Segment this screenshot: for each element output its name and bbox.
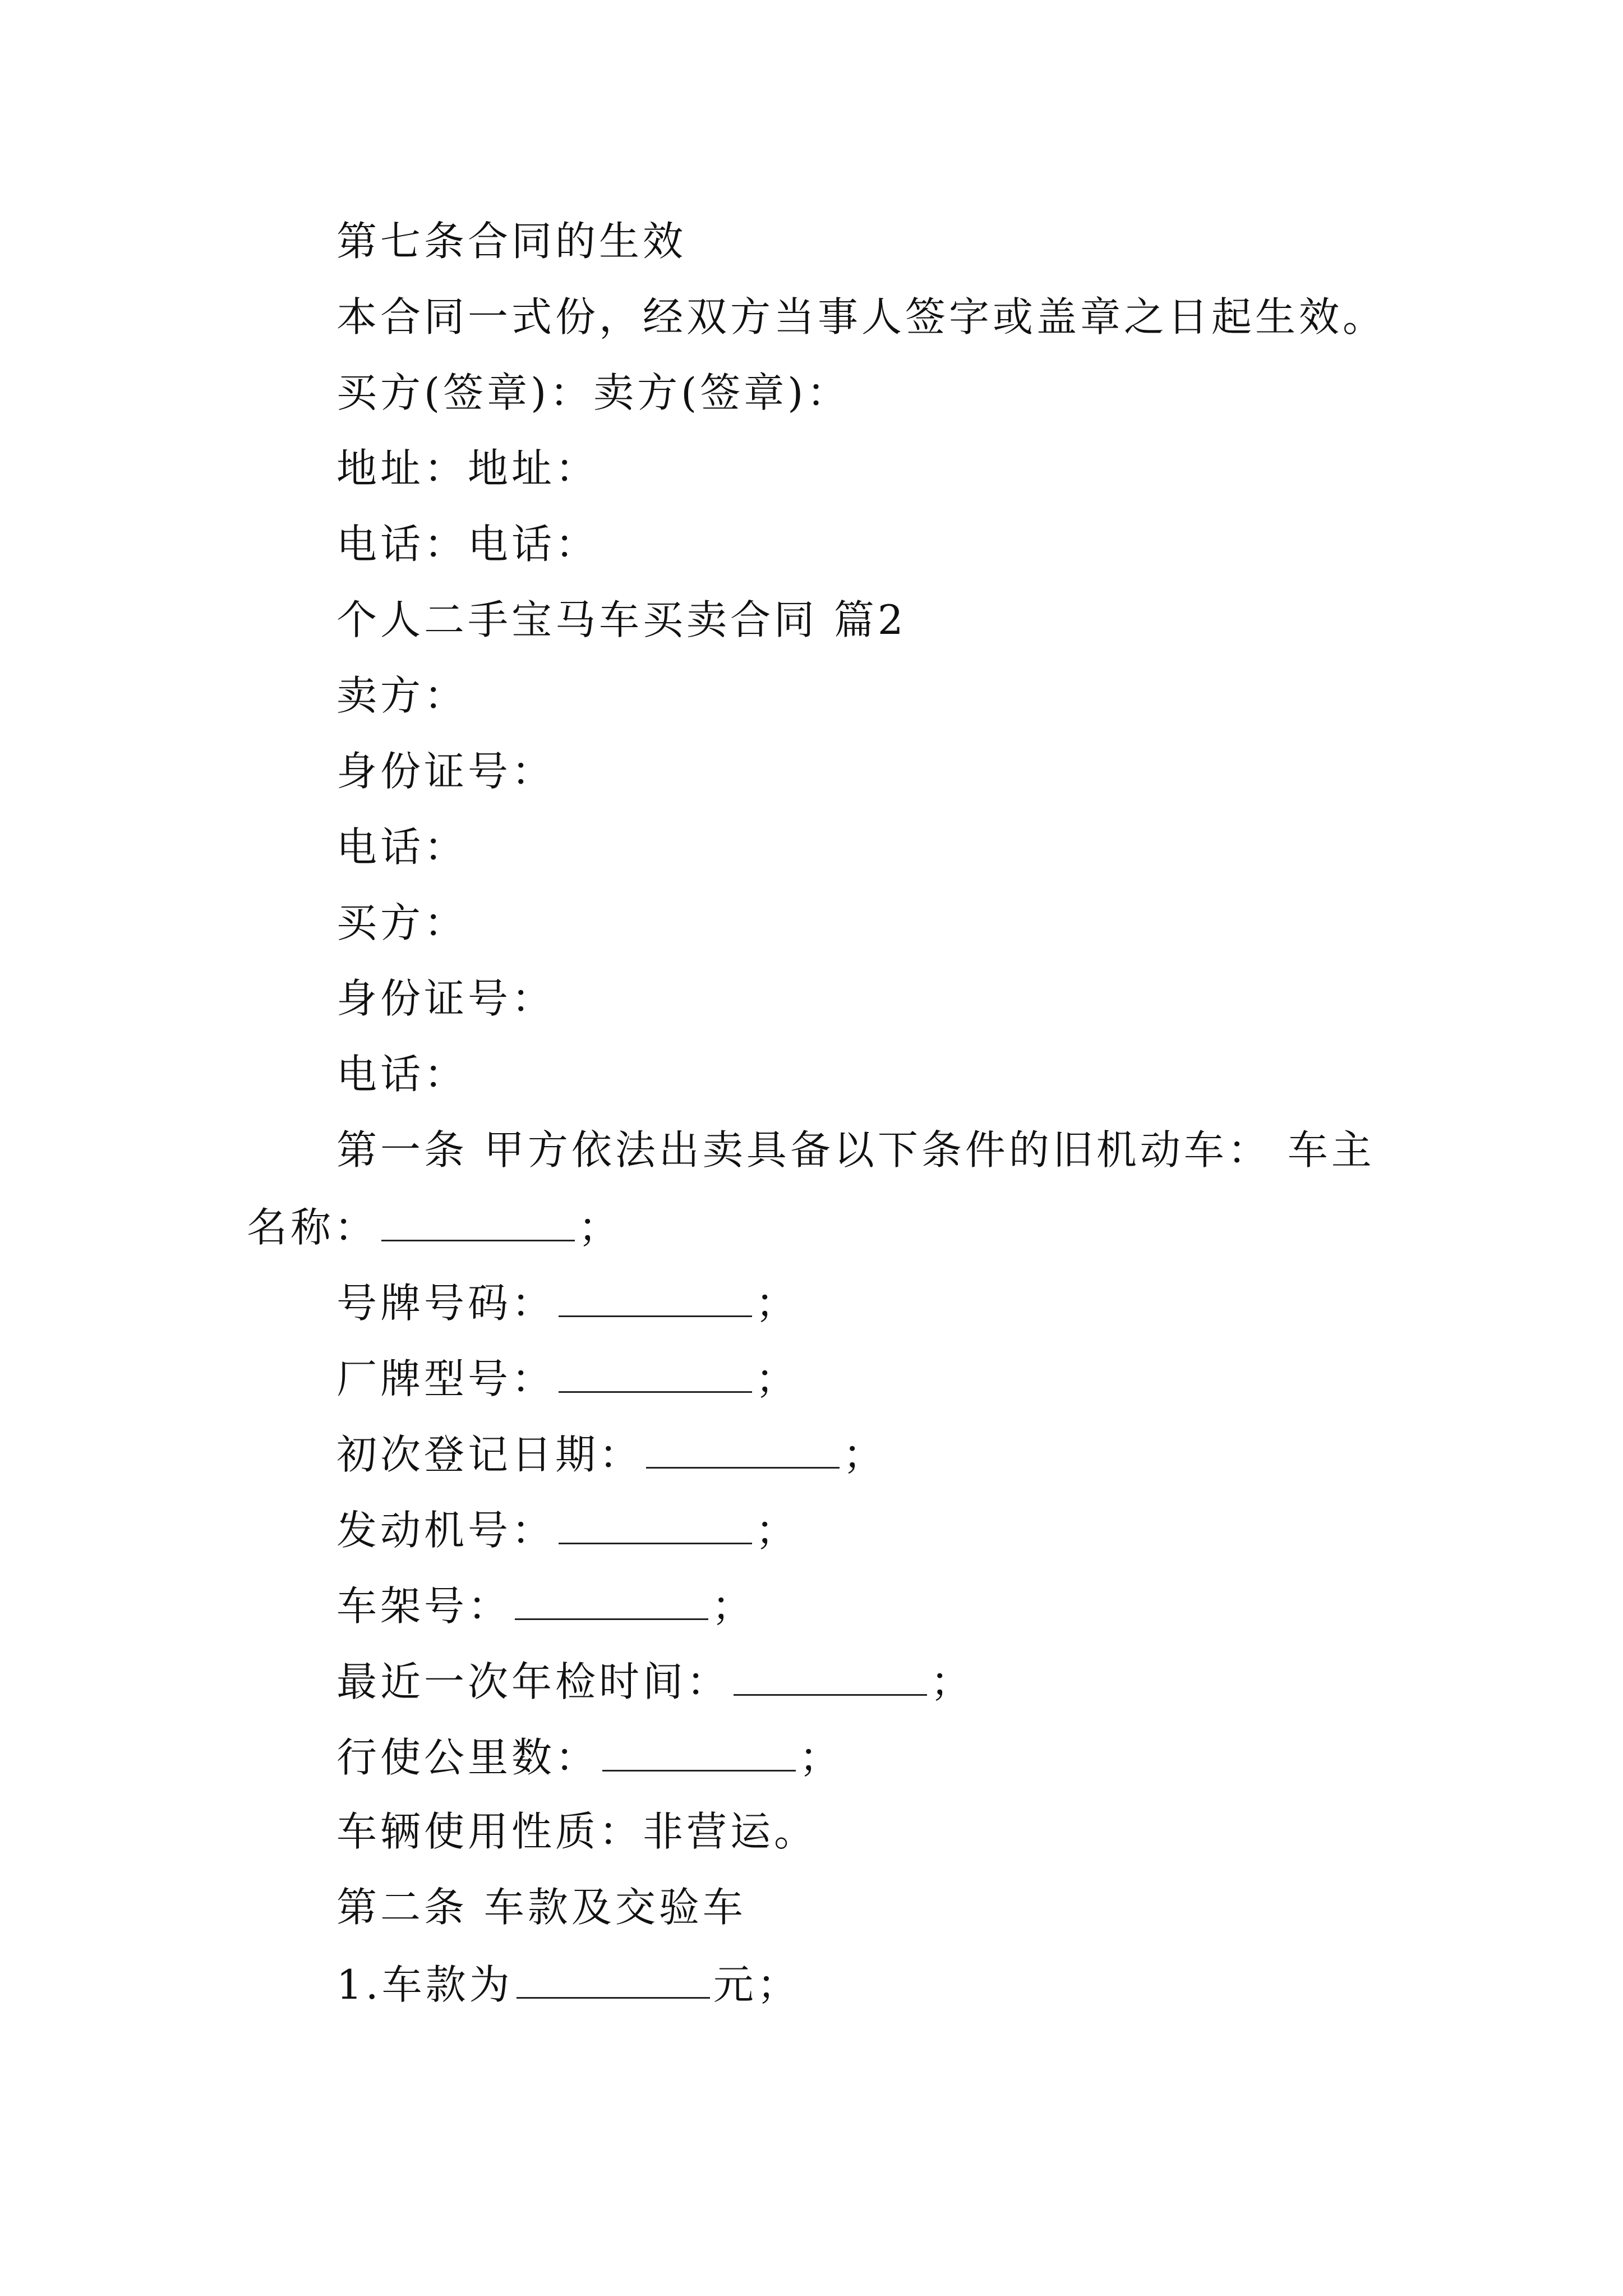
field-end: ； [755, 1280, 800, 1327]
engine-number-field [336, 1503, 799, 1556]
field-label: 厂牌型号： [336, 1355, 556, 1402]
field-label: 行使公里数： [336, 1734, 600, 1781]
field-end: ； [712, 1582, 756, 1630]
article-2-heading: 第二条 车款及交验车 [336, 1884, 746, 1931]
article-1-heading: 第一条 甲方依法出卖具备以下条件的旧机动车： 车主 [336, 1126, 1375, 1174]
frame-number-field [336, 1579, 755, 1631]
field-end: ； [755, 1355, 800, 1402]
last-inspection-field [336, 1655, 974, 1707]
plate-number-field [336, 1276, 799, 1328]
field-end: ； [755, 1507, 800, 1554]
field-label: 号牌号码： [336, 1280, 556, 1327]
address-line: 地址：地址： [336, 445, 600, 492]
fill-blank [517, 1958, 710, 1999]
price-field [336, 1958, 801, 2010]
seller-phone-label: 电话： [336, 823, 468, 871]
article-7-heading: 第七条合同的生效 [336, 218, 687, 265]
mileage-field [336, 1731, 843, 1783]
fill-blank [734, 1655, 927, 1696]
fill-blank [559, 1352, 752, 1393]
contract-2-title: 个人二手宝马车买卖合同 篇2 [336, 596, 907, 643]
field-end: ； [930, 1658, 975, 1705]
buyer-label: 买方： [336, 899, 468, 946]
field-end: ； [578, 1204, 623, 1251]
fill-blank [559, 1503, 752, 1544]
field-label: 初次登记日期： [336, 1431, 643, 1478]
field-label: 发动机号： [336, 1507, 556, 1554]
fill-blank [602, 1731, 796, 1772]
field-end: 元； [713, 1961, 801, 2008]
usage-type-line: 车辆使用性质：非营运。 [336, 1808, 818, 1855]
buyer-id-label: 身份证号： [336, 975, 556, 1022]
field-label: 名称： [247, 1204, 379, 1251]
field-label: 1.车款为 [336, 1961, 513, 2008]
fill-blank [646, 1428, 840, 1469]
first-registration-field [336, 1428, 887, 1480]
seller-label: 卖方： [336, 672, 468, 719]
seller-id-label: 身份证号： [336, 748, 556, 795]
effect-clause: 本合同一式份，经双方当事人签字或盖章之日起生效。 [336, 293, 1387, 341]
brand-model-field [336, 1352, 799, 1404]
owner-name-field [247, 1200, 622, 1253]
buyer-phone-label: 电话： [336, 1051, 468, 1098]
field-label: 车架号： [336, 1582, 512, 1630]
field-end: ； [843, 1431, 887, 1478]
fill-blank [381, 1200, 575, 1241]
field-end: ； [799, 1734, 843, 1781]
fill-blank [559, 1276, 752, 1317]
fill-blank [515, 1579, 708, 1620]
field-label: 最近一次年检时间： [336, 1658, 731, 1705]
phone-line: 电话：电话： [336, 521, 600, 568]
signature-line: 买方(签章)：卖方(签章)： [336, 369, 851, 416]
